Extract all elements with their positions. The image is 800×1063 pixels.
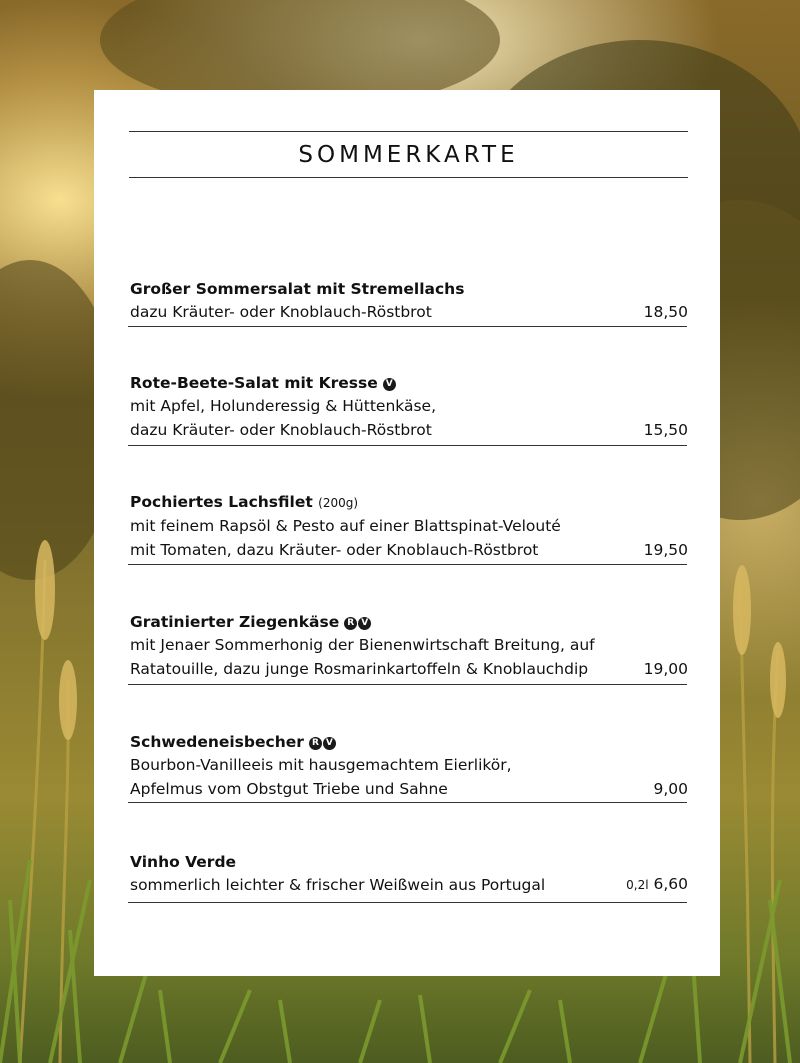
item-description-line: mit Apfel, Holunderessig & Hüttenkäse,: [130, 397, 437, 415]
item-price: [626, 873, 688, 898]
item-name: Pochiertes Lachsfilet (200g): [130, 493, 359, 511]
item-price-value: 18,50: [643, 303, 688, 321]
item-price-value: 15,50: [643, 420, 688, 439]
item-name: Schwedeneisbecher R V: [130, 730, 688, 754]
item-divider: [128, 902, 687, 903]
menu-card: [94, 90, 720, 976]
item-price-row: [130, 301, 688, 325]
item-description-line: Bourbon-Vanilleeis mit hausgemachtem Eierlikör,: [130, 756, 512, 774]
item-price-row: [130, 658, 688, 682]
menu-item: [130, 371, 688, 442]
item-price-row: [130, 419, 688, 443]
menu-item: [130, 490, 688, 562]
item-price-value: 9,00: [653, 779, 688, 798]
item-divider: [128, 802, 687, 803]
diet-badges: [382, 374, 396, 392]
vegetarian-badge-icon: V: [323, 737, 336, 750]
item-price: [644, 301, 688, 325]
item-description-line: Apfelmus vom Obstgut Triebe und Sahne: [130, 779, 448, 798]
regional-badge-icon: R: [309, 737, 322, 750]
menu-item: [130, 850, 688, 898]
regional-badge-icon: R: [344, 617, 357, 630]
item-price: [644, 419, 688, 443]
item-price: [653, 778, 688, 802]
menu-title: SOMMERKARTE: [298, 142, 519, 168]
item-serving-size: 0,2l: [626, 878, 649, 892]
vegetarian-badge-icon: V: [383, 378, 396, 391]
item-divider: [128, 326, 687, 327]
item-price: [644, 539, 688, 563]
item-description-line: mit feinem Rapsöl & Pesto auf einer Blattspinat-Velouté: [130, 517, 561, 535]
title-top-rule: [129, 131, 688, 132]
item-price-value: 6,60: [653, 875, 688, 893]
item-description-line: mit Tomaten, dazu Kräuter- oder Knoblauch-Röstbrot: [130, 540, 539, 559]
vegetarian-badge-icon: V: [358, 617, 371, 630]
item-divider: [128, 445, 687, 446]
item-description-line: dazu Kräuter- oder Knoblauch-Röstbrot: [130, 420, 432, 439]
item-divider: [128, 564, 687, 565]
title-bottom-rule: [129, 177, 688, 178]
item-description-line: mit Jenaer Sommerhonig der Bienenwirtschaft Breitung, auf: [130, 636, 595, 654]
item-weight-note: (200g): [318, 496, 359, 510]
item-price-value: 19,00: [643, 659, 688, 678]
diet-badges: [343, 613, 371, 631]
menu-item: [130, 610, 688, 681]
item-name: Gratinierter Ziegenkäse R V: [130, 610, 688, 634]
item-name: Rote-Beete-Salat mit Kresse V: [130, 371, 688, 395]
item-price-row: [130, 874, 688, 898]
item-price: [644, 658, 688, 682]
item-name: Großer Sommersalat mit Stremellachs: [130, 280, 465, 298]
item-description-line: dazu Kräuter- oder Knoblauch-Röstbrot: [130, 303, 432, 321]
item-description-line: Ratatouille, dazu junge Rosmarinkartoffeln & Knoblauchdip: [130, 659, 589, 678]
item-price-value: 19,50: [643, 540, 688, 559]
menu-item: [130, 277, 688, 325]
item-price-row: [130, 778, 688, 802]
item-price-row: [130, 539, 688, 563]
item-divider: [128, 684, 687, 685]
menu-item: [130, 730, 688, 801]
item-description-line: sommerlich leichter & frischer Weißwein aus Portugal: [130, 876, 546, 894]
item-name: Vinho Verde: [130, 853, 237, 871]
diet-badges: [308, 733, 336, 751]
